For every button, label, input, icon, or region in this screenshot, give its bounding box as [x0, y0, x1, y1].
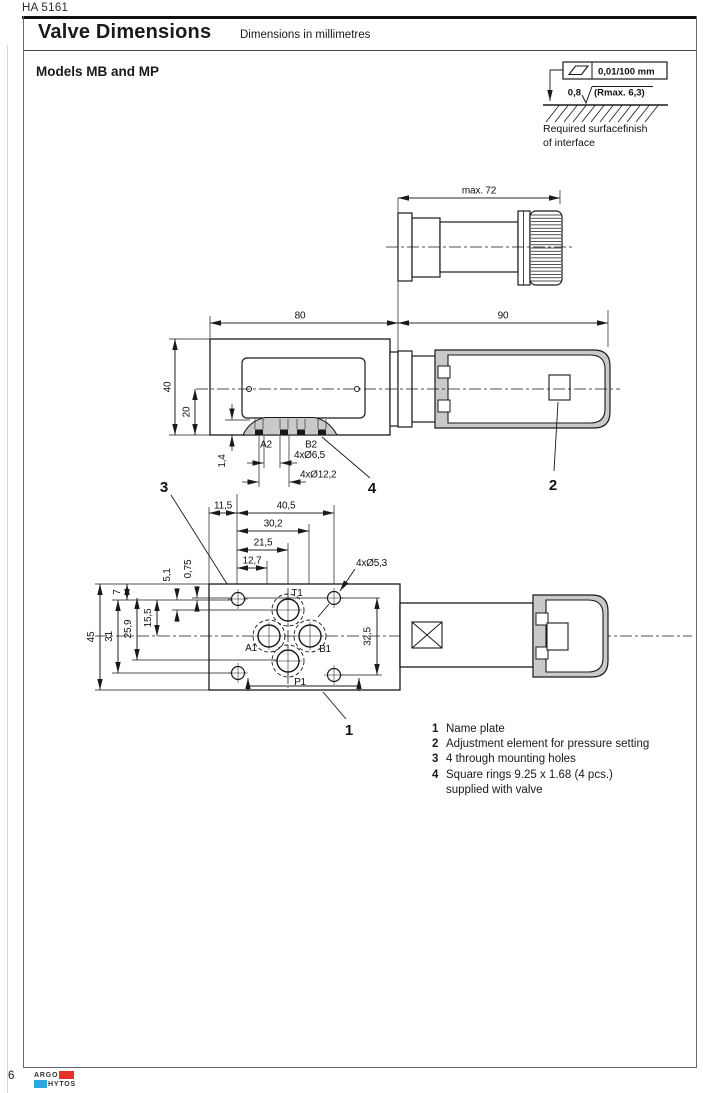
- dim-11-5: 11,5: [214, 500, 232, 512]
- dim-max72: max. 72: [461, 185, 497, 197]
- dim-31: 31: [104, 631, 115, 642]
- dim-90: 90: [497, 310, 509, 322]
- dim-7: 7: [112, 589, 123, 595]
- flatness-value: 0,01/100 mm: [598, 66, 655, 78]
- page-number: 6: [8, 1070, 15, 1082]
- callout-3: 3: [159, 479, 169, 496]
- dim-80: 80: [294, 310, 306, 322]
- logo-blue-block: [34, 1080, 47, 1088]
- callout-1: 1: [344, 722, 354, 739]
- dim-45: 45: [86, 631, 97, 643]
- legend: [432, 722, 649, 798]
- leader-1: [323, 692, 346, 719]
- dim-21-5: 21,5: [253, 537, 273, 549]
- dim-20: 20: [181, 406, 193, 418]
- dim-30-2: 30,2: [263, 518, 283, 530]
- legend-item: 2 Adjustment element for pressure setting: [432, 738, 650, 751]
- knob-top-view: [386, 190, 572, 351]
- dim-40-5: 40,5: [276, 500, 296, 512]
- dim-4xd6-5: 4xØ6,5: [294, 450, 326, 461]
- logo-red-block: [59, 1071, 74, 1079]
- legend-item: 1 Name plate: [432, 723, 505, 735]
- logo-text-hytos: HYTOS: [48, 1081, 76, 1088]
- knurl-ribs: [531, 215, 561, 281]
- callout-2: 2: [548, 477, 558, 494]
- name-plate: [242, 358, 365, 418]
- argo-hytos-logo: [34, 1071, 76, 1089]
- page-title: Valve Dimensions: [38, 21, 212, 43]
- cap-clip: [536, 613, 548, 625]
- dim-5-1: 5,1: [162, 568, 173, 582]
- adjustment-knob-end: [547, 623, 568, 650]
- adjustment-knob-end: [549, 375, 570, 400]
- model-heading: Models MB and MP: [36, 64, 160, 79]
- legend-item: 4 Square rings 9.25 x 1.68 (4 pcs.): [432, 768, 613, 781]
- dim-4xd5-3: 4xØ5,3: [356, 558, 388, 569]
- port-label-t1: T1: [291, 588, 303, 599]
- cap-clip: [536, 647, 548, 659]
- port-label-b1: B1: [319, 644, 331, 655]
- surface-caption-1: Required surfacefinish: [543, 123, 648, 135]
- units-note: Dimensions in millimetres: [240, 29, 371, 41]
- dim-40: 40: [162, 381, 174, 393]
- callout-4: 4: [367, 480, 377, 497]
- roughness-icon: [582, 87, 592, 104]
- cap-clip: [438, 366, 450, 378]
- dim-1-4: 1,4: [217, 454, 228, 468]
- doc-code: HA 5161: [22, 2, 69, 14]
- dim-15-5: 15,5: [143, 608, 154, 628]
- dim-12-7: 12,7: [242, 555, 262, 567]
- valve-port-view: [95, 494, 692, 719]
- rmax-value: (Rmax. 6,3): [594, 87, 645, 99]
- roughness-value: 0,8: [567, 87, 581, 99]
- port-label-a2: A2: [260, 439, 272, 451]
- dim-4xd12-2: 4xØ12,2: [300, 469, 337, 481]
- port-label-a1: A1: [245, 643, 257, 654]
- cap-clip: [438, 400, 450, 412]
- hatching: [546, 106, 658, 123]
- port-label-b2: B2: [305, 439, 317, 451]
- dim-32-5: 32,5: [362, 627, 374, 646]
- surface-caption-2: of interface: [543, 137, 595, 149]
- logo-text-argo: ARGO: [34, 1072, 59, 1079]
- legend-item: supplied with valve: [446, 783, 543, 796]
- legend-item: 3 4 through mounting holes: [432, 753, 576, 766]
- dim-0-75: 0,75: [183, 559, 194, 579]
- dim-25-9: 25,9: [123, 619, 134, 639]
- port-label-p1: P1: [294, 677, 306, 688]
